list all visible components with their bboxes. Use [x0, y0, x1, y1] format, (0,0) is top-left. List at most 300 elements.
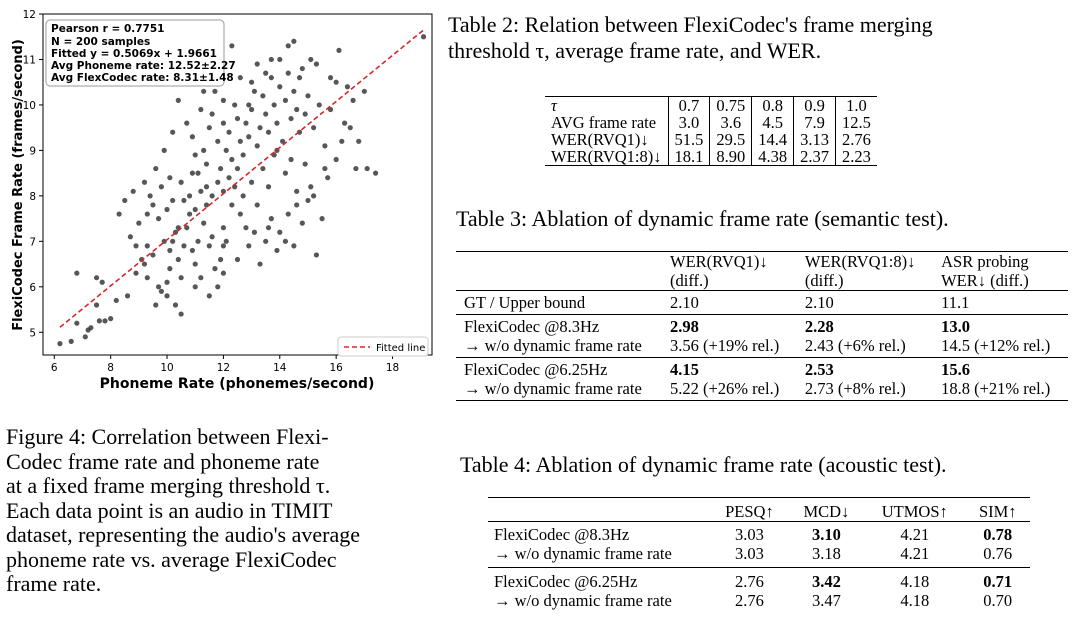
data-point	[241, 193, 246, 198]
table-row	[456, 315, 1068, 337]
data-point	[125, 293, 130, 298]
data-point	[269, 216, 274, 221]
data-point	[210, 111, 215, 116]
data-point	[303, 161, 308, 166]
row-label: → w/o dynamic frame rate	[456, 379, 662, 401]
row-label: WER(RVQ1)↓	[551, 130, 649, 149]
data-point	[277, 84, 282, 89]
x-tick-label: 10	[160, 362, 174, 374]
data-point	[207, 243, 212, 248]
data-point	[294, 202, 299, 207]
data-point	[176, 98, 181, 103]
y-tick-label: 6	[29, 281, 36, 294]
row-label: WER(RVQ1:8)↓	[545, 148, 668, 166]
data-point	[187, 211, 192, 216]
data-point	[294, 189, 299, 194]
data-point	[74, 271, 79, 276]
data-point	[190, 248, 195, 253]
data-point	[133, 271, 138, 276]
table-row	[456, 291, 1068, 315]
bold-value: 0.78	[983, 525, 1013, 544]
data-point	[260, 93, 265, 98]
table-row	[456, 358, 1068, 380]
data-point	[181, 243, 186, 248]
data-point	[97, 318, 102, 323]
table3-caption: Table 3: Ablation of dynamic frame rate (semantic test).	[456, 206, 949, 231]
cell	[662, 358, 797, 380]
row-label: GT / Upper bound	[456, 291, 662, 315]
data-point	[193, 261, 198, 266]
table-row	[488, 591, 1030, 610]
header-text: (diff.)	[670, 271, 709, 290]
data-point	[328, 75, 333, 80]
table-row	[545, 114, 877, 131]
data-point	[215, 180, 220, 185]
row-label: → w/o dynamic frame rate	[494, 544, 672, 563]
data-point	[356, 139, 361, 144]
table-row	[545, 148, 877, 166]
cell: 14.4	[752, 131, 794, 148]
data-point	[179, 180, 184, 185]
row-label: AVG frame rate	[551, 113, 657, 132]
cell: 0.75	[710, 97, 752, 115]
data-point	[269, 75, 274, 80]
data-point	[291, 243, 296, 248]
data-point	[94, 275, 99, 280]
cell: 3.56 (+19% rel.)	[670, 336, 780, 355]
cell: 29.5	[710, 131, 752, 148]
cell: 4.38	[752, 148, 794, 166]
data-point	[243, 121, 248, 126]
data-point	[167, 175, 172, 180]
data-point	[204, 161, 209, 166]
data-point	[201, 89, 206, 94]
data-point	[156, 284, 161, 289]
cell: 3.03	[710, 522, 789, 545]
data-point	[274, 248, 279, 253]
data-point	[173, 302, 178, 307]
data-point	[131, 189, 136, 194]
table2	[545, 96, 877, 166]
data-point	[288, 157, 293, 162]
header-text: WER↓ (diff.)	[941, 271, 1029, 290]
caption-line: dataset, representing the audio's average	[6, 522, 360, 547]
data-point	[260, 166, 265, 171]
cell: 3.18	[811, 544, 841, 563]
data-point	[193, 152, 198, 157]
table2-caption	[448, 12, 1074, 64]
data-point	[263, 239, 268, 244]
data-point	[257, 125, 262, 130]
header-text: ASR probing	[941, 252, 1029, 271]
data-point	[300, 221, 305, 226]
table-row	[456, 379, 1068, 401]
y-tick-label: 9	[29, 145, 36, 158]
cell: 51.5	[668, 131, 710, 148]
cell	[789, 522, 864, 545]
bold-value: 15.6	[941, 360, 970, 379]
header-row	[488, 498, 1030, 522]
x-ticks	[51, 355, 399, 374]
data-point	[241, 152, 246, 157]
cell: 5.22 (+26% rel.)	[662, 379, 797, 401]
cell: 11.1	[933, 291, 1068, 315]
data-point	[224, 148, 229, 153]
cell: 18.8 (+21% rel.)	[933, 379, 1068, 401]
data-point	[224, 239, 229, 244]
data-point	[148, 193, 153, 198]
header-cell: MCD↓	[789, 498, 864, 522]
data-point	[212, 266, 217, 271]
figure-caption	[6, 425, 440, 597]
data-point	[350, 98, 355, 103]
data-point	[322, 143, 327, 148]
data-point	[218, 166, 223, 171]
stats-line: N = 200 samples	[51, 36, 151, 48]
data-point	[266, 225, 271, 230]
data-point	[170, 239, 175, 244]
caption-line: Codec frame rate and phoneme rate	[6, 448, 320, 474]
row-label: FlexiCodec @6.25Hz	[488, 568, 710, 592]
table-row	[545, 97, 877, 115]
data-point	[164, 280, 169, 285]
x-axis-label: Phoneme Rate (phonemes/second)	[99, 376, 375, 392]
data-point	[210, 193, 215, 198]
table-row	[456, 336, 1068, 358]
cell	[662, 315, 797, 337]
bold-value: 4.15	[670, 360, 699, 379]
data-point	[286, 211, 291, 216]
stats-line: Pearson r = 0.7751	[51, 23, 165, 35]
data-point	[238, 139, 243, 144]
data-point	[336, 48, 341, 53]
cell	[797, 315, 933, 337]
data-point	[317, 102, 322, 107]
x-tick-label: 18	[385, 362, 400, 374]
y-tick-label: 8	[29, 190, 36, 203]
data-point	[145, 211, 150, 216]
data-point	[150, 252, 155, 257]
legend-label: Fitted line	[376, 343, 426, 354]
data-point	[198, 189, 203, 194]
caption-line: frame rate.	[6, 571, 102, 596]
cell: 18.1	[668, 148, 710, 166]
row-label: τ	[545, 97, 668, 115]
y-tick-label: 7	[29, 236, 36, 249]
data-point	[314, 61, 319, 66]
data-point	[198, 107, 203, 112]
bold-value: 2.53	[804, 360, 834, 379]
data-point	[201, 221, 206, 226]
data-point	[291, 89, 296, 94]
data-point	[305, 93, 310, 98]
data-point	[114, 298, 119, 303]
bold-value: 3.10	[811, 525, 841, 544]
data-point	[221, 121, 226, 126]
data-point	[193, 207, 198, 212]
cell: 8.90	[710, 148, 752, 166]
cell: 4.21	[864, 522, 965, 545]
data-point	[325, 175, 330, 180]
cell: 2.73 (+8% rel.)	[797, 379, 933, 401]
data-point	[184, 121, 189, 126]
bold-value: 3.42	[811, 572, 841, 591]
data-point	[159, 289, 164, 294]
x-tick-label: 12	[216, 362, 231, 374]
table4-caption: Table 4: Ablation of dynamic frame rate (acoustic test).	[460, 452, 947, 477]
header-row	[456, 252, 1068, 291]
cell: 12.5	[836, 114, 877, 131]
data-point	[187, 193, 192, 198]
header-cell: UTMOS↑	[864, 498, 965, 522]
bold-value: 0.71	[983, 572, 1013, 591]
header-cell: PESQ↑	[710, 498, 789, 522]
data-point	[229, 43, 234, 48]
cell: 14.5 (+12% rel.)	[941, 336, 1051, 355]
data-point	[288, 116, 293, 121]
data-point	[170, 130, 175, 135]
data-point	[305, 198, 310, 203]
data-point	[145, 275, 150, 280]
data-point	[190, 134, 195, 139]
table-row	[488, 522, 1030, 545]
data-point	[308, 57, 313, 62]
cell: 4.18	[864, 568, 965, 592]
row-label: FlexiCodec @8.3Hz	[488, 522, 710, 545]
data-point	[128, 234, 133, 239]
cell: 0.9	[794, 97, 836, 115]
table-row	[488, 568, 1030, 592]
cell: 0.70	[983, 591, 1013, 610]
x-tick-label: 16	[329, 362, 343, 374]
data-point	[274, 121, 279, 126]
caption-line: Each data point is an audio in TIMIT	[6, 497, 333, 523]
data-point	[235, 116, 240, 121]
data-point	[235, 257, 240, 262]
data-point	[150, 202, 155, 207]
data-point	[255, 61, 260, 66]
bold-value: 13.0	[941, 317, 970, 336]
header-cell	[456, 252, 662, 291]
header-text: WER(RVQ1)↓	[670, 252, 768, 271]
data-point	[167, 266, 172, 271]
data-point	[167, 248, 172, 253]
data-point	[142, 180, 147, 185]
cell: 2.37	[794, 148, 836, 166]
data-point	[238, 75, 243, 80]
data-point	[249, 180, 254, 185]
data-point	[218, 257, 223, 262]
data-point	[353, 166, 358, 171]
y-axis-label: FlexiCodec Frame Rate (frames/second)	[11, 39, 26, 331]
row-label: → w/o dynamic frame rate	[494, 591, 672, 610]
legend	[338, 337, 428, 356]
data-point	[294, 107, 299, 112]
header-text: WER(RVQ1:8)↓	[804, 252, 916, 271]
data-point	[195, 171, 200, 176]
data-point	[266, 130, 271, 135]
y-tick-label: 10	[22, 99, 36, 112]
data-point	[334, 80, 339, 85]
data-point	[226, 130, 231, 135]
cell: 1.0	[836, 97, 877, 115]
data-point	[283, 171, 288, 176]
stats-box	[46, 20, 236, 86]
data-point	[156, 216, 161, 221]
caption-line: Figure 4: Correlation between Flexi-	[6, 424, 329, 449]
data-point	[145, 243, 150, 248]
data-point	[159, 184, 164, 189]
cell: 7.9	[794, 114, 836, 131]
data-point	[255, 202, 260, 207]
data-point	[100, 280, 105, 285]
data-point	[221, 271, 226, 276]
data-point	[266, 184, 271, 189]
data-point	[57, 341, 62, 346]
stats-line: Avg FlexCodec rate: 8.31±1.48	[51, 72, 234, 84]
data-point	[207, 293, 212, 298]
data-point	[212, 89, 217, 94]
data-point	[198, 275, 203, 280]
data-point	[255, 143, 260, 148]
data-point	[269, 57, 274, 62]
data-point	[88, 325, 93, 330]
data-point	[272, 102, 277, 107]
stats-line: Avg Phoneme rate: 12.52±2.27	[51, 60, 236, 72]
cell: 0.8	[752, 97, 794, 115]
data-point	[297, 75, 302, 80]
table4	[488, 497, 1030, 610]
cell: 2.10	[797, 291, 933, 315]
data-point	[252, 230, 257, 235]
caption-line: Table 2: Relation between FlexiCodec's frame merging	[448, 12, 933, 37]
cell: 3.03	[734, 544, 764, 563]
data-point	[334, 157, 339, 162]
y-tick-label: 12	[22, 9, 36, 21]
x-tick-label: 6	[50, 362, 58, 374]
bold-value: 2.28	[804, 317, 834, 336]
data-point	[291, 39, 296, 44]
header-cell	[488, 498, 710, 522]
cell: 3.6	[710, 114, 752, 131]
data-point	[300, 66, 305, 71]
data-point	[226, 175, 231, 180]
data-point	[190, 171, 195, 176]
cell	[965, 522, 1030, 545]
data-point	[311, 125, 316, 130]
data-point	[277, 57, 282, 62]
data-point	[246, 243, 251, 248]
cell: 0.76	[983, 544, 1013, 563]
cell: 2.76	[836, 131, 877, 148]
cell: 4.18	[900, 591, 930, 610]
header-text: (diff.)	[804, 271, 844, 290]
cell: 2.76	[734, 591, 764, 610]
data-point	[286, 71, 291, 76]
data-point	[311, 193, 316, 198]
stats-line: Fitted y = 0.5069x + 1.9661	[51, 48, 217, 60]
cell: 2.10	[662, 291, 797, 315]
data-point	[170, 198, 175, 203]
cell	[797, 358, 933, 380]
data-point	[201, 148, 206, 153]
data-point	[195, 239, 200, 244]
data-point	[263, 71, 268, 76]
data-point	[283, 98, 288, 103]
data-point	[117, 211, 122, 216]
data-point	[164, 293, 169, 298]
data-point	[252, 89, 257, 94]
cell: 2.76	[710, 568, 789, 592]
cell: 2.43 (+6% rel.)	[804, 336, 906, 355]
data-point	[215, 139, 220, 144]
data-point	[345, 84, 350, 89]
cell: 3.13	[794, 131, 836, 148]
data-point	[322, 166, 327, 171]
data-point	[69, 339, 74, 344]
data-point	[348, 125, 353, 130]
data-point	[122, 198, 127, 203]
data-point	[314, 252, 319, 257]
data-point	[193, 284, 198, 289]
data-point	[221, 243, 226, 248]
scatter-chart	[0, 0, 440, 400]
data-point	[221, 98, 226, 103]
data-point	[215, 284, 220, 289]
data-point	[283, 239, 288, 244]
x-tick-label: 8	[107, 362, 114, 374]
cell: 0.7	[668, 97, 710, 115]
data-point	[235, 166, 240, 171]
table3	[456, 251, 1068, 401]
cell: 4.21	[900, 544, 930, 563]
cell: 3.0	[668, 114, 710, 131]
data-point	[210, 234, 215, 239]
y-tick-label: 11	[22, 54, 36, 67]
data-point	[319, 216, 324, 221]
table-row	[488, 544, 1030, 568]
data-point	[136, 221, 141, 226]
data-point	[108, 316, 113, 321]
bold-value: 2.98	[670, 317, 699, 336]
data-point	[238, 211, 243, 216]
caption-line: at a fixed frame merging threshold τ.	[6, 473, 331, 498]
cell	[789, 568, 864, 592]
data-point	[207, 125, 212, 130]
data-point	[181, 198, 186, 203]
data-point	[249, 80, 254, 85]
data-point	[74, 321, 79, 326]
cell	[933, 358, 1068, 380]
data-point	[421, 34, 426, 39]
data-point	[232, 102, 237, 107]
data-point	[179, 275, 184, 280]
data-point	[365, 166, 370, 171]
header-cell	[797, 252, 933, 291]
data-point	[133, 243, 138, 248]
data-point	[94, 302, 99, 307]
data-point	[162, 148, 167, 153]
cell	[933, 315, 1068, 337]
x-tick-label: 14	[273, 362, 287, 374]
cell	[965, 568, 1030, 592]
header-cell: SIM↑	[965, 498, 1030, 522]
table-row	[545, 131, 877, 148]
caption-line: phoneme rate vs. average FlexiCodec	[6, 546, 337, 572]
data-point	[263, 111, 268, 116]
data-point	[229, 202, 234, 207]
cell: 3.47	[811, 591, 841, 610]
